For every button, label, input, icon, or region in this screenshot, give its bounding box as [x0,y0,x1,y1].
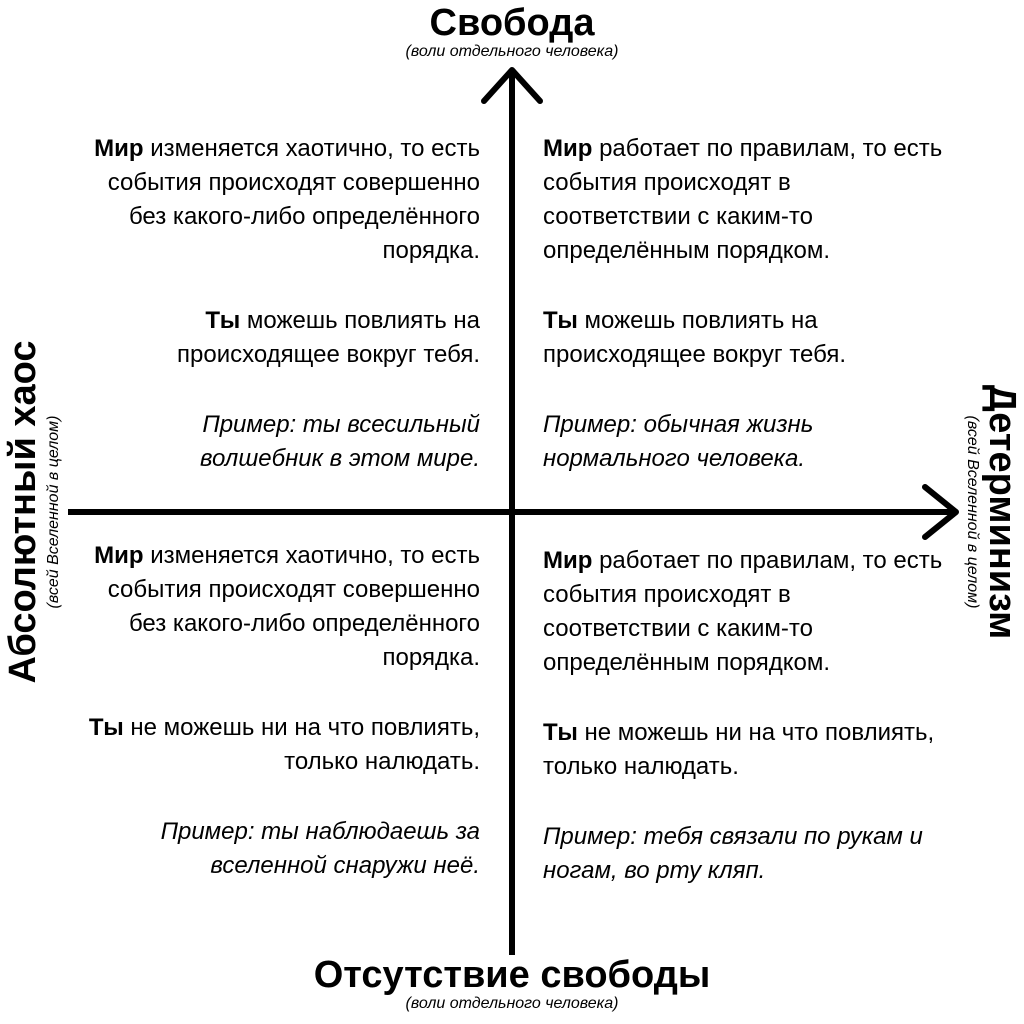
right-axis-subtitle: (всей Вселенной в целом) [964,415,981,609]
you-keyword: Ты [543,307,578,334]
world-statement [543,544,943,680]
you-keyword: Ты [205,307,241,334]
you-keyword: Ты [88,714,124,741]
you-keyword: Ты [543,719,578,746]
bottom-axis-title: Отсутствие свободы [313,954,711,996]
world-description: работает по правилам, то есть события происходят в соответствии с каким-то определённым порядком. [543,547,943,676]
world-description: изменяется хаотично, то есть события происходят совершенно без какого-либо определённого порядка. [107,135,480,264]
top-axis-subtitle: (воли отдельного человека) [405,43,619,60]
world-statement [80,132,480,268]
you-statement [543,304,943,372]
right-axis-subtitle-wrap [954,312,980,712]
example-text: Пример: тебя связали по рукам и ногам, во рту кляп. [543,823,923,884]
quadrant-no-freedom-chaos [80,539,480,883]
you-description: можешь повлиять на происходящее вокруг тебя. [543,307,846,368]
you-statement [80,711,480,779]
world-keyword: Мир [543,547,593,574]
you-description: не можешь ни на что повлиять, только налюдать. [543,719,935,780]
example-text: Пример: обычная жизнь нормального человека. [543,411,814,472]
world-description: работает по правилам, то есть события происходят в соответствии с каким-то определённым порядком. [543,135,943,264]
left-axis-subtitle-wrap [46,312,72,712]
top-axis-title: Свобода [429,2,595,44]
world-keyword: Мир [94,135,144,162]
world-keyword: Мир [543,135,593,162]
example-text: Пример: ты всесильный волшебник в этом мире. [199,411,480,472]
world-keyword: Мир [94,542,144,569]
world-statement [543,132,943,268]
world-statement [80,539,480,675]
bottom-axis-subtitle: (воли отдельного человека) [405,995,619,1012]
example-text: Пример: ты наблюдаешь за вселенной снаружи неё. [160,818,480,879]
you-description: не можешь ни на что повлиять, только налюдать. [123,714,480,775]
left-axis-subtitle: (всей Вселенной в целом) [45,415,62,609]
world-description: изменяется хаотично, то есть события происходят совершенно без какого-либо определённого порядка. [107,542,480,671]
you-statement [543,716,943,784]
right-axis-title: Детерминизм [981,384,1023,640]
quadrant-no-freedom-determinism [543,544,943,888]
left-axis-title: Абсолютный хаос [2,340,44,684]
quadrant-freedom-determinism [543,132,943,476]
quadrant-freedom-chaos [80,132,480,476]
you-statement [80,304,480,372]
you-description: можешь повлиять на происходящее вокруг тебя. [177,307,480,368]
